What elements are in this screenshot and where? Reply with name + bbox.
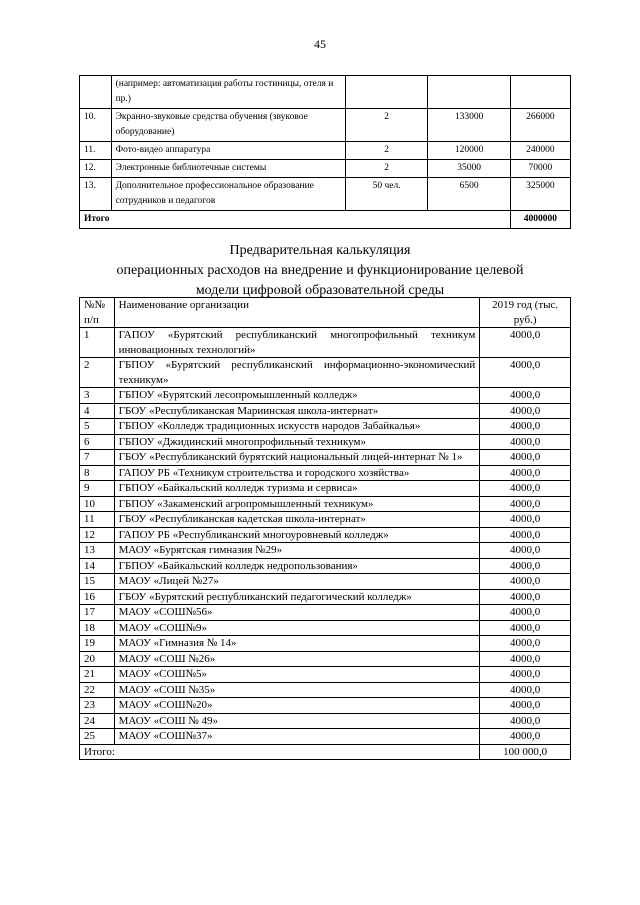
row-sum: 4000,0 — [480, 328, 571, 358]
row-sum: 4000,0 — [480, 450, 571, 466]
row-number: 21 — [80, 667, 115, 683]
table-row — [80, 558, 571, 574]
table-row — [80, 388, 571, 404]
organization-name: ГБОУ «Республиканская кадетская школа-интернат» — [114, 512, 480, 528]
row-number: 25 — [80, 729, 115, 745]
organization-name: ГБОУ «Республиканская Мариинская школа-интернат» — [114, 403, 480, 419]
row-number: 8 — [80, 465, 115, 481]
row-total — [510, 76, 570, 109]
table-row — [80, 434, 571, 450]
table-total-row — [80, 211, 571, 229]
row-number: 10. — [80, 109, 112, 142]
row-quantity: 2 — [345, 109, 428, 142]
table-row — [80, 698, 571, 714]
equipment-cost-table — [79, 75, 571, 229]
organization-name: МАОУ «СОШ№5» — [114, 667, 480, 683]
organization-name: ГБПОУ «Джидинский многопрофильный техникум» — [114, 434, 480, 450]
row-sum: 4000,0 — [480, 729, 571, 745]
row-sum: 4000,0 — [480, 605, 571, 621]
row-total: 325000 — [510, 178, 570, 211]
row-quantity — [345, 76, 428, 109]
heading-line-2: операционных расходов на внедрение и функционирование целевой — [116, 263, 524, 278]
organization-name: МАОУ «СОШ № 49» — [114, 713, 480, 729]
table-row — [80, 328, 571, 358]
row-price: 6500 — [428, 178, 511, 211]
row-total: 240000 — [510, 142, 570, 160]
table-row — [80, 512, 571, 528]
table-row — [80, 667, 571, 683]
table-row — [80, 178, 571, 211]
table-row — [80, 636, 571, 652]
row-total: 266000 — [510, 109, 570, 142]
row-quantity: 2 — [345, 142, 428, 160]
row-number: 20 — [80, 651, 115, 667]
organization-name: ГБПОУ «Колледж традиционных искусств народов Забайкалья» — [114, 419, 480, 435]
row-name: Дополнительное профессиональное образование сотрудников и педагогов — [111, 178, 345, 211]
organization-name: ГБПОУ «Байкальский колледж туризма и сервиса» — [114, 481, 480, 497]
row-name: Фото-видео аппаратура — [111, 142, 345, 160]
row-sum: 4000,0 — [480, 481, 571, 497]
heading-line-1: Предварительная калькуляция — [229, 243, 411, 258]
row-sum: 4000,0 — [480, 713, 571, 729]
table-row — [80, 496, 571, 512]
row-number: 11 — [80, 512, 115, 528]
table-row — [80, 450, 571, 466]
row-number — [80, 76, 112, 109]
row-number: 6 — [80, 434, 115, 450]
organization-name: МАОУ «Бурятская гимназия №29» — [114, 543, 480, 559]
row-sum: 4000,0 — [480, 419, 571, 435]
table-row — [80, 403, 571, 419]
table-row — [80, 620, 571, 636]
organization-name: МАОУ «СОШ №35» — [114, 682, 480, 698]
organization-name: ГАПОУ «Бурятский республиканский многопрофильный техникум инновационных технологий» — [114, 328, 480, 358]
row-price: 35000 — [428, 160, 511, 178]
organization-name: ГАПОУ РБ «Техникум строительства и городского хозяйства» — [114, 465, 480, 481]
row-sum: 4000,0 — [480, 636, 571, 652]
row-number: 24 — [80, 713, 115, 729]
table-row — [80, 605, 571, 621]
row-number: 22 — [80, 682, 115, 698]
page-number: 45 — [314, 37, 326, 51]
row-price: 120000 — [428, 142, 511, 160]
row-name: Электронные библиотечные системы — [111, 160, 345, 178]
table-row — [80, 160, 571, 178]
row-sum: 4000,0 — [480, 620, 571, 636]
table-row — [80, 419, 571, 435]
table-row — [80, 76, 571, 109]
row-number: 13. — [80, 178, 112, 211]
organization-name: ГБПОУ «Закаменский агропромышленный техникум» — [114, 496, 480, 512]
row-price: 133000 — [428, 109, 511, 142]
organization-name: МАОУ «Гимназия № 14» — [114, 636, 480, 652]
table-row — [80, 527, 571, 543]
organization-name: ГБОУ «Бурятский республиканский педагогический колледж» — [114, 589, 480, 605]
row-quantity: 2 — [345, 160, 428, 178]
row-number: 16 — [80, 589, 115, 605]
organization-name: ГБОУ «Республиканский бурятский национальный лицей-интернат № 1» — [114, 450, 480, 466]
row-number: 18 — [80, 620, 115, 636]
organization-name: ГБПОУ «Бурятский республиканский информационно-экономический техникум» — [114, 358, 480, 388]
row-number: 12 — [80, 527, 115, 543]
row-sum: 4000,0 — [480, 589, 571, 605]
total-label: Итого: — [80, 744, 480, 760]
organization-name: МАОУ «СОШ№37» — [114, 729, 480, 745]
table-row — [80, 589, 571, 605]
row-number: 14 — [80, 558, 115, 574]
row-sum: 4000,0 — [480, 434, 571, 450]
row-number: 17 — [80, 605, 115, 621]
table-row — [80, 142, 571, 160]
row-total: 70000 — [510, 160, 570, 178]
header-name: Наименование организации — [114, 298, 480, 328]
row-sum: 4000,0 — [480, 465, 571, 481]
table-row — [80, 543, 571, 559]
total-label: Итого — [80, 211, 511, 229]
row-number: 11. — [80, 142, 112, 160]
header-sum: 2019 год (тыс. руб.) — [480, 298, 571, 328]
row-number: 7 — [80, 450, 115, 466]
total-value: 100 000,0 — [480, 744, 571, 760]
table-row — [80, 481, 571, 497]
row-sum: 4000,0 — [480, 682, 571, 698]
row-sum: 4000,0 — [480, 388, 571, 404]
row-number: 1 — [80, 328, 115, 358]
row-sum: 4000,0 — [480, 403, 571, 419]
organization-name: МАОУ «СОШ№56» — [114, 605, 480, 621]
organizations-cost-table — [79, 297, 571, 760]
row-price — [428, 76, 511, 109]
row-number: 4 — [80, 403, 115, 419]
table-row — [80, 109, 571, 142]
header-num: №№ п/п — [80, 298, 115, 328]
row-number: 15 — [80, 574, 115, 590]
row-sum: 4000,0 — [480, 574, 571, 590]
table-row — [80, 574, 571, 590]
row-sum: 4000,0 — [480, 543, 571, 559]
organization-name: МАОУ «СОШ №26» — [114, 651, 480, 667]
table-total-row — [80, 744, 571, 760]
row-sum: 4000,0 — [480, 527, 571, 543]
organization-name: ГБПОУ «Байкальский колледж недропользования» — [114, 558, 480, 574]
row-sum: 4000,0 — [480, 512, 571, 528]
heading-line-3: модели цифровой образовательной среды — [195, 283, 445, 298]
row-sum: 4000,0 — [480, 496, 571, 512]
organization-name: МАОУ «СОШ№9» — [114, 620, 480, 636]
table-row — [80, 682, 571, 698]
row-sum: 4000,0 — [480, 698, 571, 714]
table-row — [80, 713, 571, 729]
organization-name: ГБПОУ «Бурятский лесопромышленный колледж» — [114, 388, 480, 404]
row-number: 13 — [80, 543, 115, 559]
table-row — [80, 358, 571, 388]
row-number: 3 — [80, 388, 115, 404]
row-number: 5 — [80, 419, 115, 435]
row-number: 2 — [80, 358, 115, 388]
section-heading — [0, 241, 640, 301]
row-quantity: 50 чел. — [345, 178, 428, 211]
table-row — [80, 729, 571, 745]
row-name: (например: автоматизация работы гостиницы, отеля и пр.) — [111, 76, 345, 109]
table-row — [80, 465, 571, 481]
table-header-row — [80, 298, 571, 328]
row-number: 19 — [80, 636, 115, 652]
row-number: 12. — [80, 160, 112, 178]
row-sum: 4000,0 — [480, 558, 571, 574]
row-sum: 4000,0 — [480, 651, 571, 667]
table-row — [80, 651, 571, 667]
organization-name: МАОУ «Лицей №27» — [114, 574, 480, 590]
row-sum: 4000,0 — [480, 667, 571, 683]
total-value: 4000000 — [510, 211, 570, 229]
row-name: Экранно-звуковые средства обучения (звуковое оборудование) — [111, 109, 345, 142]
row-number: 23 — [80, 698, 115, 714]
row-number: 9 — [80, 481, 115, 497]
organization-name: ГАПОУ РБ «Республиканский многоуровневый колледж» — [114, 527, 480, 543]
row-sum: 4000,0 — [480, 358, 571, 388]
row-number: 10 — [80, 496, 115, 512]
organization-name: МАОУ «СОШ№20» — [114, 698, 480, 714]
